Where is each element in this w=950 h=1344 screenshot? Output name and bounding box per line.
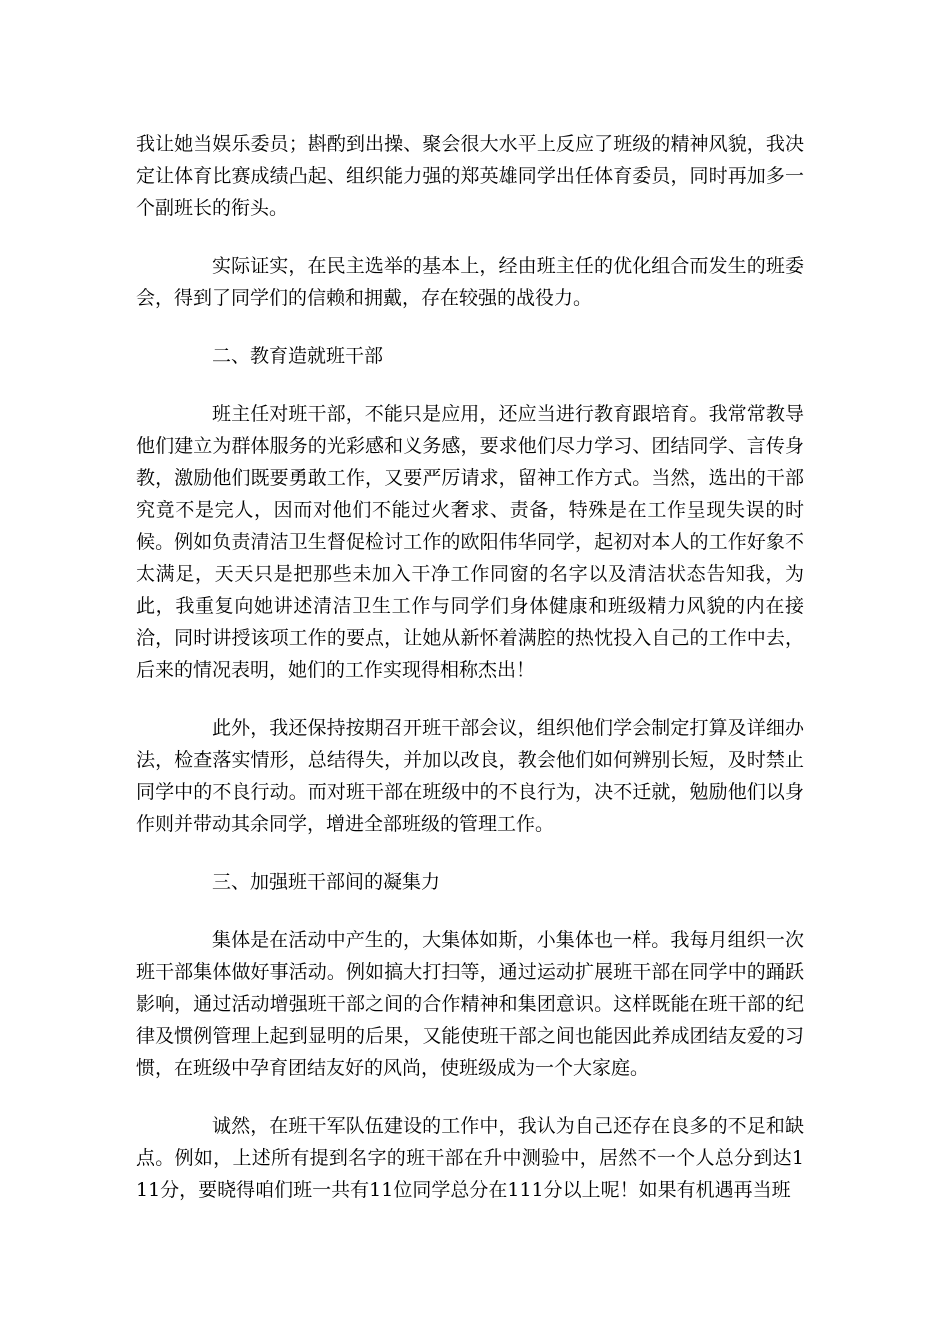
paragraph-continued: 我让她当娱乐委员；斟酌到出操、聚会很大水平上反应了班级的精神风貌，我决定让体育比赛成绩凸起、组织能力强的郑英雄同学出任体育委员，同时再加多一个副班长的衔头。 (136, 133, 804, 219)
document-page (136, 128, 804, 1232)
paragraph-body: 此外，我还保持按期召开班干部会议，组织他们学会制定打算及详细办法，检查落实情形，总结得失，并加以改良，教会他们如何辨别长短，及时禁止同学中的不良行动。而对班干部在班级中的不良行为，决不迁就，勉励他们以身作则并带动其余同学，增进全部班级的管理工作。 (136, 717, 804, 835)
section-heading: 三、加强班干部间的凝集力 (212, 871, 441, 893)
paragraph-body: 实际证实，在民主选举的基本上，经由班主任的优化组合而发生的班委会，得到了同学们的信赖和拥戴，存在较强的战役力。 (136, 255, 804, 309)
section-heading: 二、教育造就班干部 (212, 345, 384, 367)
paragraph-body: 集体是在活动中产生的，大集体如斯，小集体也一样。我每月组织一次班干部集体做好事活动。例如搞大打扫等，通过运动扩展班干部在同学中的踊跃影响，通过活动增强班干部之间的合作精神和集团意识。这样既能在班干部的纪律及惯例管理上起到显明的后果，又能使班干部之间也能因此养成团结友爱的习惯，在班级中孕育团结友好的风尚，使班级成为一个大家庭。 (136, 929, 804, 1079)
paragraph-body: 班主任对班干部，不能只是应用，还应当进行教育跟培育。我常常教导他们建立为群体服务的光彩感和义务感，要求他们尽力学习、团结同学、言传身教，激励他们既要勇敢工作，又要严厉请求，留神工作方式。当然，选出的干部究竟不是完人，因而对他们不能过火奢求、责备，特殊是在工作呈现失误的时候。例如负责清洁卫生督促检讨工作的欧阳伟华同学，起初对本人的工作好象不太满足，天天只是把那些未加入干净工作同窗的名字以及清洁状态告知我，为此，我重复向她讲述清洁卫生工作与同学们身体健康和班级精力风貌的内在接洽，同时讲授该项工作的要点，让她从新怀着满腔的热忱投入自己的工作中去，后来的情况表明，她们的工作实现得相称杰出！ (136, 403, 804, 681)
paragraph-body: 诚然，在班干军队伍建设的工作中，我认为自己还存在良多的不足和缺点。例如，上述所有提到名字的班干部在升中测验中，居然不一个人总分到达111分，要晓得咱们班一共有11位同学总分在111分以上呢！如果有机遇再当班 (136, 1115, 804, 1201)
